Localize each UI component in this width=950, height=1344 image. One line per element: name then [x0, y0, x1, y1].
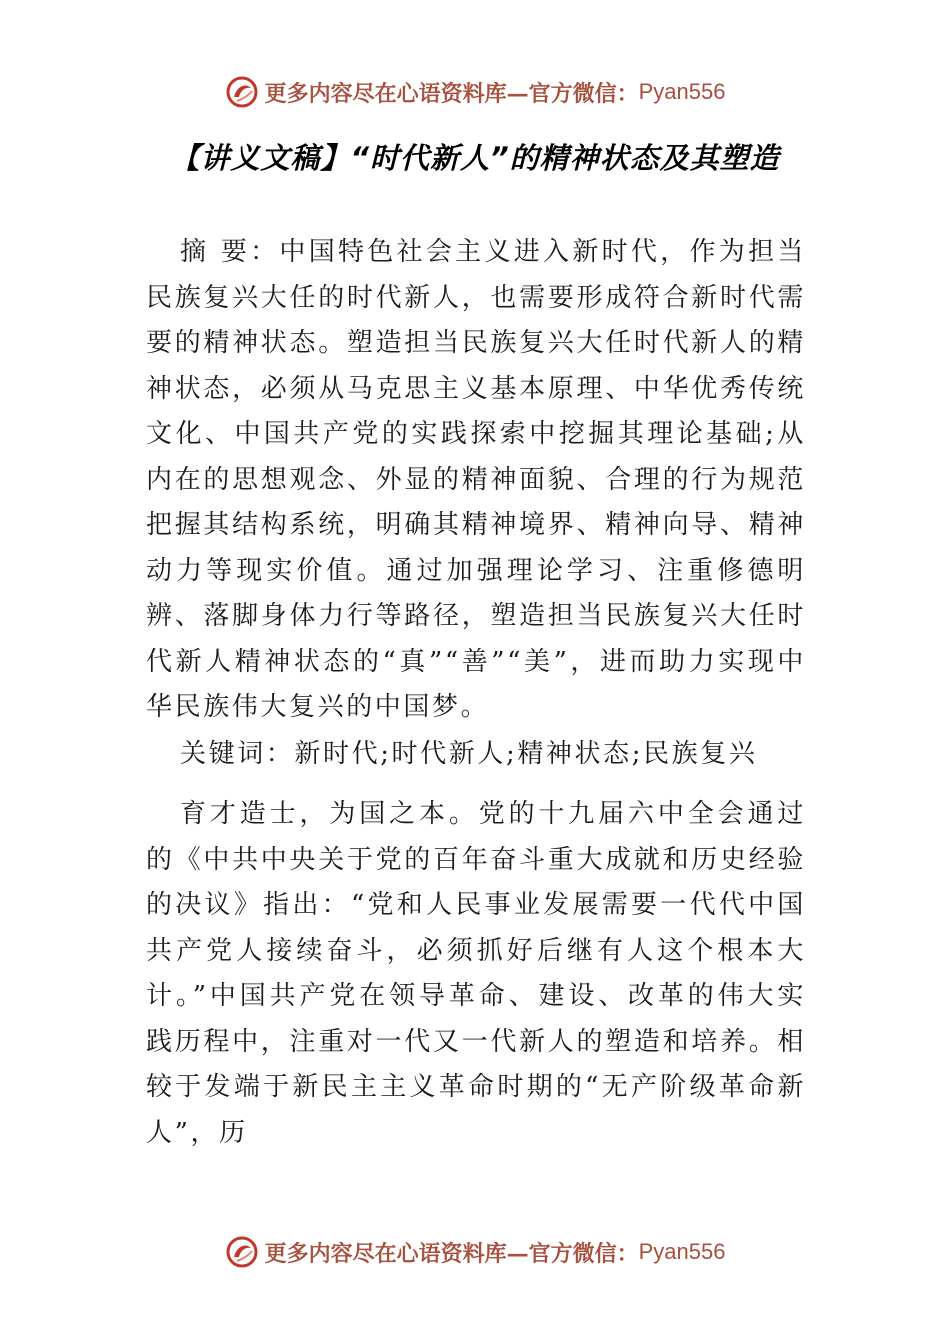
footer-banner-text: 更多内容尽在心语资料库—官方微信：: [264, 1240, 639, 1267]
header-banner: [0, 70, 950, 114]
banner-text: 更多内容尽在心语资料库—官方微信：: [264, 80, 639, 107]
body-section: [146, 792, 806, 1156]
abstract-paragraph: 摘 要：中国特色社会主义进入新时代，作为担当民族复兴大任的时代新人，也需要形成符合新时代需要的精神状态。塑造担当民族复兴大任时代新人的精神状态，必须从马克思主义基本原理、中华优秀传统文化、中国共产党的实践探索中挖掘其理论基础;从内在的思想观念、外显的精神面貌、合理的行为规范把握其结构系统，明确其精神境界、精神向导、精神动力等现实价值。通过加强理论学习、注重修德明辨、落脚身体力行等路径，塑造担当民族复兴大任时代新人精神状态的“真”“善”“美”，进而助力实现中华民族伟大复兴的中国梦。: [146, 237, 806, 722]
abstract-section: [146, 230, 806, 731]
red-swirl-logo-icon: [225, 75, 259, 109]
banner-wechat-id: Pyan556: [638, 79, 726, 104]
red-swirl-logo-icon: [225, 1235, 259, 1269]
keywords-paragraph: 关键词：新时代;时代新人;精神状态;民族复兴: [180, 739, 758, 769]
footer-banner: [0, 1230, 950, 1274]
keywords-section: [146, 732, 806, 778]
footer-banner-wechat-id: Pyan556: [638, 1239, 726, 1264]
body-paragraph: 育才造士，为国之本。党的十九届六中全会通过的《中共中央关于党的百年奋斗重大成就和历史经验的决议》指出：“党和人民事业发展需要一代代中国共产党人接续奋斗，必须抓好后继有人这个根本大计。”中国共产党在领导革命、建设、改革的伟大实践历程中，注重对一代又一代新人的塑造和培养。相较于发端于新民主主义革命时期的“无产阶级革命新人”，历: [146, 799, 806, 1148]
page-title: 【讲义文稿】“时代新人”的精神状态及其塑造: [170, 141, 780, 175]
